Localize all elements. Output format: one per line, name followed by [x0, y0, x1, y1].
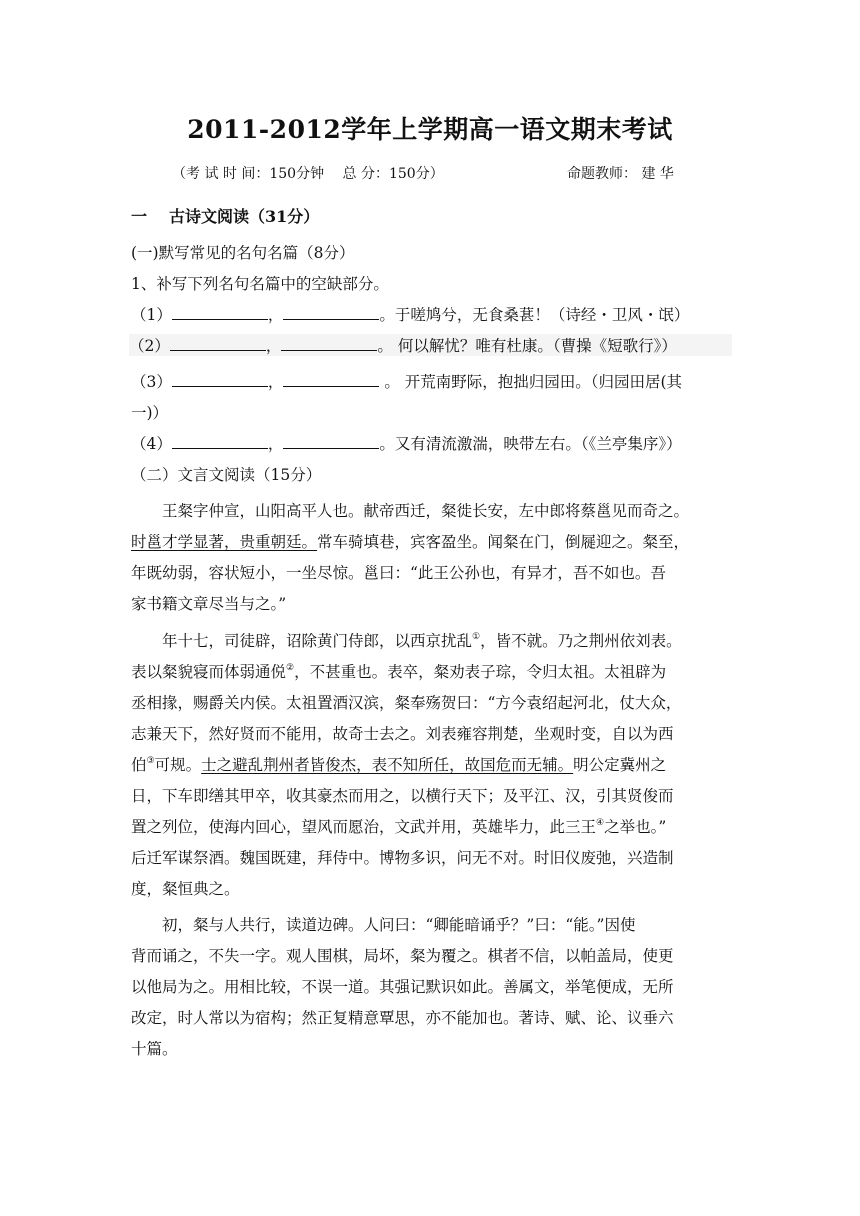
fill-item-3: （3） ， 。 开荒南野际，抱拙归园田。（归园田居(其: [131, 373, 683, 391]
blank-field[interactable]: [283, 434, 379, 449]
text-line: 丞相掾，赐爵关内侯。太祖置酒汉滨，粲奉殇贺曰：“方今袁绍起河北，仗大众，: [131, 694, 682, 712]
underlined-sentence: 士之避乱荆州者皆俊杰，表不知所任，故国危而无辅。: [201, 756, 574, 774]
fill-item-3-continued: 一)）: [131, 404, 169, 422]
item-number: （2）: [129, 337, 170, 355]
text-line: 以他局为之。用相比较，不误一道。其强记默识如此。善属文，举笔便成，无所: [131, 978, 674, 996]
fill-item-1: （1） ， 。于嗟鸠兮，无食桑葚！（诗经・卫风・氓）: [131, 306, 690, 324]
section-heading: [131, 204, 319, 227]
text-line: 初，粲与人共行，读道边碑。人问曰：“卿能暗诵乎？”曰：“能。”因使: [162, 916, 636, 934]
section-number: 一: [131, 207, 148, 226]
blank-field[interactable]: [172, 434, 268, 449]
blank-field[interactable]: [170, 336, 266, 351]
blank-field[interactable]: [172, 305, 268, 320]
blank-field[interactable]: [281, 336, 377, 351]
text-line: 年既幼弱，容状短小，一坐尽惊。邕曰：“此王公孙也，有异才，吾不如也。吾: [131, 564, 666, 582]
footnote-marker: ①: [472, 632, 481, 642]
text-line: 十篇。: [131, 1040, 178, 1058]
footnote-marker: ④: [596, 818, 605, 828]
teacher-info: 命题教师： 建 华: [567, 166, 674, 182]
item-text: 。 何以解忧？唯有杜康。（曹操《短歌行》）: [377, 337, 677, 355]
question-1-prompt: 1、补写下列名句名篇中的空缺部分。: [131, 275, 389, 293]
blank-field[interactable]: [283, 305, 379, 320]
fill-item-2: （2） ， 。 何以解忧？唯有杜康。（曹操《短歌行》）: [129, 334, 732, 356]
blank-field[interactable]: [172, 372, 268, 387]
exam-title: 2011-2012学年上学期高一语文期末考试: [187, 115, 673, 144]
text-line: 日，下车即缮其甲卒，收其豪杰而用之，以横行天下；及平江、汉，引其贤俊而: [131, 787, 674, 805]
text-line: 年十七，司徒辟，诏除黄门侍郎，以西京扰乱①，皆不就。乃之荆州依刘表。: [162, 632, 682, 650]
item-text: 。于嗟鸠兮，无食桑葚！（诗经・卫风・氓）: [379, 306, 690, 324]
footnote-marker: ②: [286, 663, 295, 673]
passage-paragraph-3: [131, 910, 731, 1065]
fill-item-4: （4） ， 。又有清流激湍，映带左右。（《兰亭集序》）: [131, 435, 682, 453]
text-line: 表以粲貌寝而体弱通侻②，不甚重也。表卒，粲劝表子琮，令归太祖。太祖辟为: [131, 663, 667, 681]
item-number: （1）: [131, 306, 172, 324]
item-text: 。又有清流激湍，映带左右。（《兰亭集序》）: [379, 435, 682, 453]
text-line: 伯③可规。士之避乱荆州者皆俊杰，表不知所任，故国危而无辅。明公定冀州之: [131, 756, 667, 774]
section-title: 古诗文阅读（31分）: [169, 207, 320, 226]
subsection-heading-2: （二）文言文阅读（15分）: [131, 466, 322, 484]
underlined-sentence: 时邕才学显著，贵重朝廷。: [131, 533, 318, 551]
text-line: 背而诵之，不失一字。观人围棋，局坏，粲为覆之。棋者不信，以帕盖局，使更: [131, 947, 674, 965]
text-line: 度，粲恒典之。: [131, 880, 240, 898]
footnote-marker: ③: [146, 756, 155, 766]
text-line: 时邕才学显著，贵重朝廷。常车骑填巷，宾客盈坐。闻粲在门，倒屣迎之。粲至，: [131, 533, 690, 551]
exam-info: （考 试 时 间：150分钟 总 分：150分）: [172, 166, 444, 182]
blank-field[interactable]: [283, 372, 379, 387]
passage-paragraph-1: [131, 496, 731, 620]
text-line: 置之列位，使海内回心，望风而愿治，文武并用，英雄毕力，此三王④之举也。”: [131, 818, 667, 836]
text-line: 家书籍文章尽当与之。”: [131, 595, 287, 613]
text-line: 王粲字仲宣，山阳高平人也。献帝西迁，粲徙长安，左中郎将蔡邕见而奇之。: [162, 502, 690, 520]
passage-paragraph-2: [131, 626, 731, 905]
text-line: 志兼天下，然好贤而不能用，故奇士去之。刘表雍容荆楚，坐观时变，自以为西: [131, 725, 674, 743]
text-line: 改定，时人常以为宿构；然正复精意覃思，亦不能加也。著诗、赋、论、议垂六: [131, 1009, 674, 1027]
item-number: （3）: [131, 373, 172, 391]
subsection-heading-1: (一)默写常见的名句名篇（8分）: [131, 244, 355, 262]
item-number: （4）: [131, 435, 172, 453]
text-line: 后迁军谋祭酒。魏国既建，拜侍中。博物多识，问无不对。时旧仪废弛，兴造制: [131, 849, 674, 867]
item-text: 。 开荒南野际，抱拙归园田。（归园田居(其: [379, 373, 683, 391]
